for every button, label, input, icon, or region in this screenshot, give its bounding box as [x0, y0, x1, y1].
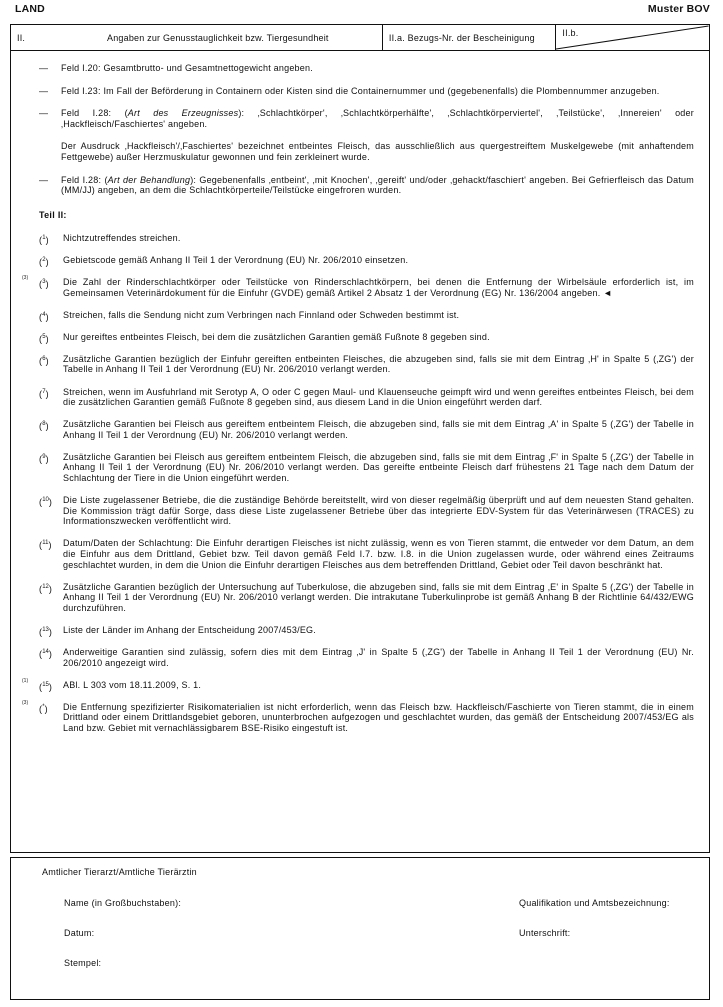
name-field-label: Name (in Großbuchstaben): — [64, 898, 182, 908]
footnote-text: Die Liste zugelassener Betriebe, die die zuständige Behörde bereitstellt, wird von dieser regelmäßig überprüft und auf dem neuesten Stand gehalten. Die Kommission trägt dafür Sorge, dass diese Liste zugelassener Betriebe über das integrierte EDV-System für das Veterinärwesen (TRACES) zu Informationszwecken veröffentlicht wird. — [63, 495, 694, 527]
paren-close: ) — [45, 333, 49, 344]
footnote-item — [39, 419, 694, 440]
footnote-marker — [39, 332, 49, 345]
paren-open: ( — [39, 540, 43, 551]
paren-open: ( — [39, 278, 43, 289]
footnote-marker — [39, 354, 49, 367]
stamp-field-label: Stempel: — [64, 958, 102, 968]
header-cell-part2 — [11, 25, 383, 50]
footnote-marker — [39, 255, 49, 268]
footnote-item — [39, 387, 694, 408]
footnote-number: * — [42, 703, 45, 710]
paren-open: ( — [39, 649, 43, 660]
footnote-text: Zusätzliche Garantien bei Fleisch aus gereiftem entbeintem Fleisch, die abzugeben sind, falls sie mit dem Eintrag ‚F' in Spalte 5 (‚ZG') der Tabelle in Anhang II Teil 1 der Verordnung (EU) Nr. 206/2010 verlangt werden. Das gereifte entbeinte Fleisch darf frühestens 21 Tage nach dem Datum der Schlachtung der Tiere in die Union eingeführt werden. — [63, 451, 694, 484]
footnote-marker — [39, 702, 48, 715]
signature-section — [10, 857, 710, 1000]
note-text-pre: Feld I.28: ( — [61, 174, 108, 185]
footnote-marker — [39, 495, 52, 508]
footnote-text: ABl. L 303 vom 18.11.2009, S. 1. — [63, 679, 202, 690]
note-text-post: ): Gegebenenfalls ‚entbeint', ‚mit Knochen', ‚gereift' und/oder ‚gehackt/faschiert' angeben. Bei Gefrierfleisch das Datum (MM/JJ) angeben, an dem die Schlachtkörperteile/Teilstücke eingefroren wurden. — [61, 174, 694, 196]
paren-close: ) — [45, 388, 49, 399]
notes-section — [10, 51, 710, 853]
paren-open: ( — [39, 627, 43, 637]
footnote-marker — [39, 277, 49, 290]
footnote-item — [39, 538, 694, 570]
paren-close: ) — [48, 627, 53, 637]
note-text-pre: Feld I.23: Im Fall der Beförderung in Containern oder Kisten sind die Containernummer und (gegebenenfalls) die Plombennummer anzugeben. — [61, 85, 660, 96]
footnote-number: 14 — [42, 649, 49, 656]
footnote-marker — [39, 538, 52, 551]
diagonal-strikeout-line — [556, 25, 709, 50]
country-label: LAND — [15, 3, 45, 15]
footnote-item — [39, 647, 694, 668]
dash-bullet: — — [39, 63, 49, 73]
footnote-number: 13 — [42, 627, 49, 633]
footnote-marker — [39, 419, 49, 432]
dash-bullet: — — [39, 85, 49, 96]
footnote-number: 1 — [42, 234, 46, 241]
footnote-marker — [39, 647, 52, 660]
amendment-margin-mark: (3) — [22, 274, 29, 281]
paren-close: ) — [48, 540, 52, 551]
field-notes-list — [39, 63, 694, 196]
note-text-pre: Feld I.28: ( — [61, 108, 128, 119]
paren-open: ( — [39, 311, 43, 322]
footnote-marker — [39, 680, 52, 693]
footnote-text: Streichen, wenn im Ausfuhrland mit Serotyp A, O oder C gegen Maul- und Klauenseuche geimpft wird und wenn gereiftes entbeintes Fleisch, bei dem die zusätzlichen Garantien gemäß Fußnote 8 gegeben sind, aus diesem Land in die Union eingeführt werden darf. — [63, 386, 694, 408]
paren-close: ) — [45, 256, 49, 267]
note-item — [39, 175, 694, 196]
note-item — [39, 63, 694, 74]
paren-open: ( — [39, 388, 43, 399]
paren-close: ) — [48, 681, 53, 692]
footnote-text: Zusätzliche Garantien bezüglich der Einfuhr gereiften entbeinten Fleisches, die abzugeben sind, falls sie mit dem Eintrag ‚H' in Spalte 5 (‚ZG') der Tabelle in Anhang II Teil 1 der Verordnung (EU) Nr. 206/2010 verlangt werden. — [63, 353, 694, 375]
paren-open: ( — [39, 583, 43, 594]
footnote-text: Streichen, falls die Sendung nicht zum Verbringen nach Finnland oder Schweden bestimmt ist. — [63, 309, 460, 320]
paren-close: ) — [44, 703, 48, 714]
footnote-item — [39, 255, 694, 266]
footnote-marker — [39, 452, 49, 465]
iib-label: II.b. — [562, 28, 579, 38]
footnote-item — [39, 582, 694, 614]
note-item — [39, 141, 694, 162]
footnote-text: Die Zahl der Rinderschlachtkörper oder Teilstücke von Rinderschlachtkörpern, bei denen die Entfernung der Wirbelsäule erforderlich ist, im Gemeinsamen Veterinärdokument für die Einfuhr (GVDE) gemäß Artikel 2 Absatz 1 der Verordnung (EG) Nr. 136/2004 angeben. ◄ — [63, 276, 694, 298]
footnote-number: 3 — [42, 278, 46, 285]
footnote-number: 7 — [42, 388, 46, 395]
footnotes-list — [22, 232, 694, 734]
footnote-number: 4 — [42, 311, 46, 318]
footnote-text: Liste der Länder im Anhang der Entscheidung 2007/453/EG. — [63, 625, 316, 635]
footnote-item — [22, 274, 694, 298]
footnote-item — [22, 699, 694, 734]
paren-close: ) — [48, 649, 53, 660]
note-text-italic: Art der Behandlung — [107, 174, 191, 185]
note-item — [39, 108, 694, 129]
footnote-marker — [39, 625, 52, 638]
footnote-text: Nur gereiftes entbeintes Fleisch, bei dem die zusätzlichen Garantien gemäß Fußnote 8 gegeben sind. — [63, 331, 490, 342]
part2-title: Angaben zur Genusstauglichkeit bzw. Tiergesundheit — [107, 32, 329, 43]
footnote-item — [39, 625, 694, 636]
amendment-margin-mark: (1) — [22, 677, 29, 684]
paren-open: ( — [39, 234, 43, 245]
footnote-item — [39, 310, 694, 321]
footnote-number: 10 — [42, 497, 49, 504]
paren-open: ( — [39, 681, 43, 692]
note-text-pre: Feld I.20: Gesamtbrutto- und Gesamtnettogewicht angeben. — [61, 63, 313, 73]
footnote-text: Nichtzutreffendes streichen. — [63, 232, 181, 243]
part2-number: II. — [17, 32, 26, 43]
paren-close: ) — [45, 278, 49, 289]
paren-open: ( — [39, 333, 43, 344]
official-veterinarian-title: Amtlicher Tierarzt/Amtliche Tierärztin — [42, 867, 197, 877]
part-ii-heading: Teil II: — [39, 209, 67, 220]
footnote-number: 15 — [42, 681, 49, 688]
dash-bullet: — — [39, 174, 49, 185]
footnote-text: Die Entfernung spezifizierter Risikomaterialien ist nicht erforderlich, wenn das Fleisch bzw. Hackfleisch/Faschierte von Tieren stammt, die in einem Drittland oder einem Drittlandsgebiet geboren, ununterbrochen aufgezogen und geschlachtet wurden, das gemäß der Entscheidung 2007/453/EG als Land bzw. Gebiet mit vernachlässigbarem BSE-Risiko eingestuft ist. — [63, 701, 694, 734]
paren-open: ( — [39, 256, 43, 267]
qualification-field-label: Qualifikation und Amtsbezeichnung: — [519, 898, 670, 908]
footnote-item — [39, 354, 694, 375]
paren-close: ) — [45, 421, 49, 432]
paren-open: ( — [39, 355, 43, 366]
paren-close: ) — [45, 355, 49, 366]
footnote-text: Datum/Daten der Schlachtung: Die Einfuhr derartigen Fleisches ist nicht zulässig, wenn es von Tieren stammt, die entweder vor dem Datum, an dem die Einfuhr aus dem Drittland, Gebiet bzw. Teil davon gemäß Feld I.7. bzw. I.8. in die Union zugelassen wurde, oder während eines Zeitraums geschlachtet wurden, in dem die Union die Einfuhr derartigen Fleisches aus dem betreffenden Drittland, Gebiet oder Teil davon beschränkt hat. — [63, 538, 694, 570]
amendment-margin-mark: (3) — [22, 699, 29, 706]
note-text-italic: Art des Erzeugnisses — [127, 108, 239, 119]
paren-close: ) — [48, 497, 53, 508]
footnote-item — [22, 677, 694, 692]
footnote-marker — [39, 387, 49, 400]
footnote-marker — [39, 582, 52, 595]
paren-open: ( — [39, 497, 43, 508]
dash-bullet: — — [39, 108, 49, 119]
note-text-post: ): ‚Schlachtkörper', ‚Schlachtkörperhälfte', ‚Schlachtkörperviertel', ‚Teilstücke', ‚Innereien' oder ‚Hackfleisch/Faschiertes' angeben. — [61, 108, 694, 129]
footnote-number: 12 — [42, 583, 49, 590]
footnote-text: Zusätzliche Garantien bezüglich der Untersuchung auf Tuberkulose, die abzugeben sind, falls sie mit dem Eintrag ‚E' in Spalte 5 (‚ZG') der Tabelle in Anhang II Teil 1 der Verordnung (EU) Nr. 206/2010 verlangt werden. Die intrakutane Tuberkulinprobe ist gemäß Anhang B der Richtlinie 64/432/EWG durchzuführen. — [63, 581, 694, 613]
footnote-marker — [39, 310, 49, 323]
footnote-item — [39, 495, 694, 527]
paren-open: ( — [39, 703, 43, 714]
header-cell-reference-number: II.a. Bezugs-Nr. der Bescheinigung — [383, 25, 557, 50]
date-field-label: Datum: — [64, 928, 95, 938]
note-text-pre: Der Ausdruck ‚Hackfleisch'/‚Faschiertes' bezeichnet entbeintes Fleisch, das ausschließlich aus quergestreiftem Muskelgewebe (mit anhaftendem Fettgewebe) außer Herzmuskulatur gewonnen und fein zerkleinert wurde. — [61, 141, 694, 162]
footnote-number: 5 — [42, 333, 46, 340]
footnote-text: Zusätzliche Garantien bei Fleisch aus gereiftem entbeintem Fleisch, die abzugeben sind, falls sie mit dem Eintrag ‚A' in Spalte 5 (‚ZG') der Tabelle in Anhang II Teil 1 der Verordnung (EU) Nr. 206/2010 verlangt werden. — [63, 419, 694, 440]
paren-close: ) — [48, 583, 53, 594]
footnote-item — [39, 332, 694, 343]
footnote-marker — [39, 233, 49, 246]
footnote-item — [39, 452, 694, 484]
footnote-number: 11 — [42, 540, 49, 547]
paren-close: ) — [45, 234, 49, 245]
header-cell-iib — [556, 25, 709, 50]
footnote-number: 2 — [42, 256, 46, 263]
footnote-text: Gebietscode gemäß Anhang II Teil 1 der Verordnung (EU) Nr. 206/2010 einsetzen. — [63, 254, 409, 265]
paren-close: ) — [45, 453, 49, 464]
paren-open: ( — [39, 453, 43, 464]
paren-close: ) — [45, 311, 49, 322]
note-item — [39, 86, 694, 97]
certificate-header-table — [10, 24, 710, 51]
paren-open: ( — [39, 421, 43, 432]
model-label: Muster BOV — [647, 3, 710, 15]
footnote-number: 6 — [42, 355, 46, 362]
footnote-item — [39, 233, 694, 244]
signature-field-label: Unterschrift: — [519, 928, 571, 938]
footnote-number: 8 — [42, 421, 46, 428]
footnote-number: 9 — [42, 453, 46, 460]
footnote-text: Anderweitige Garantien sind zulässig, sofern dies mit dem Eintrag ‚J' in Spalte 5 (‚ZG') der Tabelle in Anhang II Teil 1 der Verordnung (EU) Nr. 206/2010 angezeigt wird. — [63, 647, 694, 668]
